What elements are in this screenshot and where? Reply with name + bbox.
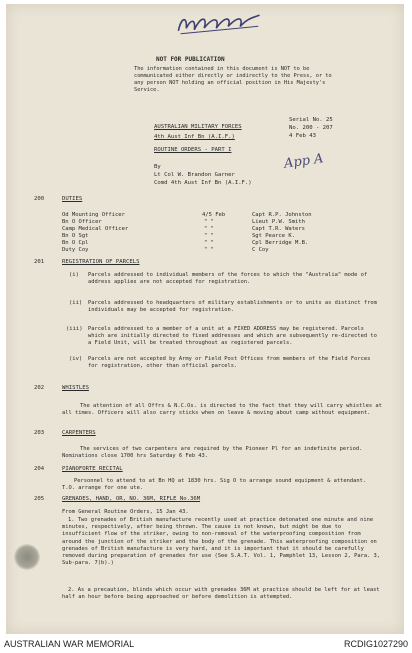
unit-heading: 4th Aust Inf Bn (A.I.F.)	[154, 134, 235, 140]
parcel-rule-text: Parcels addressed to individual members of the forces to which the "Australia" mode of address applies are not accepted for registration.	[88, 272, 368, 286]
grenades-paragraph-1: 1. Two grenades of British manufacture recently used at practice detonated one minute and nine minutes, respectively, after being thrown. The cause is not known, but might be due to insufficient flow of the striker, owing to non-removal of the waterproofing composition from around the junction of the striker and the body of the grenade. This waterproofing composition on grenades of British manufacture is very hard, and it is important that it should be carefully removed during preparation of grenades for use (See S.A.T. Vol. 1, Pamphlet 13, Lesson 2, Para. 3, Sub-para. 7(b).)	[62, 517, 381, 567]
item-marker: (i)	[69, 272, 79, 278]
duty-role: Duty Coy	[62, 247, 89, 253]
duty-name: Sgt Pearce K.	[252, 233, 296, 239]
by-label: By	[154, 164, 161, 170]
parcel-rule-text: Parcels addressed to headquarters of military establishments or to units as distinct from individuals may be accepted for registration.	[88, 300, 377, 314]
item-marker: (ii)	[69, 300, 83, 306]
whistles-text: The attention of all Offrs & N.C.Os. is directed to the fact that they will carry whistles at all times. Officers will also carry sticks when on leave & moving about camp without equipment.	[62, 403, 382, 417]
section-number-204: 204	[34, 466, 45, 472]
item-marker: (iv)	[69, 356, 83, 362]
section-number-205: 205	[34, 496, 45, 502]
document-page	[6, 4, 404, 634]
serial-number: Serial No. 25	[289, 117, 333, 123]
order-numbers: No. 200 - 207	[289, 125, 333, 131]
section-number-201: 201	[34, 259, 45, 265]
duty-name: C Coy	[252, 247, 269, 253]
ink-stain	[14, 544, 40, 570]
duty-date: " "	[204, 240, 214, 246]
section-title-whistles: WHISTLES	[62, 385, 89, 391]
duty-date: " "	[204, 247, 214, 253]
duty-date: " "	[204, 219, 214, 225]
archive-record-id: RCDIG1027290	[343, 639, 408, 649]
classification-heading: NOT FOR PUBLICATION	[156, 56, 225, 63]
section-title-recital: PIANOFORTE RECITAL	[62, 466, 123, 472]
duty-date: 4/5 Feb	[202, 212, 226, 218]
duty-name: Capt R.P. Johnston	[252, 212, 312, 218]
order-type-heading: ROUTINE ORDERS - PART I	[154, 147, 232, 153]
commander-title: Comd 4th Aust Inf Bn (A.I.F.)	[154, 180, 252, 186]
duty-name: Cpl Berridge M.B.	[252, 240, 309, 246]
duty-role: Bn O Sgt	[62, 233, 89, 239]
section-title-duties: DUTIES	[62, 196, 83, 202]
grenades-intro: From General Routine Orders, 15 Jan 43.	[62, 509, 189, 515]
section-number-203: 203	[34, 430, 45, 436]
archive-name: AUSTRALIAN WAR MEMORIAL	[4, 639, 135, 649]
duty-role: Camp Medical Officer	[62, 226, 129, 232]
item-marker: (iii)	[66, 326, 83, 332]
duty-name: Capt T.R. Waters	[252, 226, 305, 232]
handwritten-signature	[173, 7, 265, 41]
duty-name: Lieut P.W. Smith	[252, 219, 305, 225]
parcel-rule-text: Parcels addressed to a member of a unit at a FIXED ADDRESS may be registered. Parcels which are initially directed to fixed addresses and which are subsequently re-directed to a Field Unit, will be treated throughout as registered parcels.	[88, 326, 377, 347]
secrecy-notice: The information contained in this document is NOT to be communicated either directly or indirectly to the Press, or to any person NOT holding an official position in His Majesty's Service.	[134, 66, 332, 93]
section-number-200: 200	[34, 196, 45, 202]
section-title-carpenters: CARPENTERS	[62, 430, 96, 436]
section-number-202: 202	[34, 385, 45, 391]
handwritten-app-mark: App A	[283, 151, 325, 172]
duty-date: " "	[204, 226, 214, 232]
duty-date: " "	[204, 233, 214, 239]
carpenters-text: The services of two carpenters are required by the Pioneer Pl for an indefinite period. Nominations close 1700 hrs Saturday 6 Feb 43.	[62, 446, 363, 460]
duty-role: Bn O Cpl	[62, 240, 89, 246]
archive-footer	[0, 634, 412, 653]
duty-role: Od Mounting Officer	[62, 212, 125, 218]
grenades-paragraph-2: 2. As a precaution, blinds which occur with grenades 36M at practice should be left for at least half an hour before being approached or before demolition is attempted.	[62, 587, 380, 601]
section-title-grenades: GRENADES, HAND, OR, NO. 36M, RIFLE No.36M	[62, 496, 201, 502]
duty-role: Bn O Officer	[62, 219, 102, 225]
recital-text: Personnel to attend to at Bn HQ at 1830 hrs. Sig O to arrange sound equipment & attendant. T.O. arrange for one ute.	[62, 478, 367, 492]
parcel-rule-text: Parcels are not accepted by Army or Field Post Offices from members of the Field Forces for registration, other than official parcels.	[88, 356, 371, 370]
commander-name: Lt Col W. Brandon Garner	[154, 172, 235, 178]
force-heading: AUSTRALIAN MILITARY FORCES	[154, 124, 242, 130]
section-title-registration: REGISTRATION OF PARCELS	[62, 259, 140, 265]
order-date: 4 Feb 43	[289, 133, 316, 139]
